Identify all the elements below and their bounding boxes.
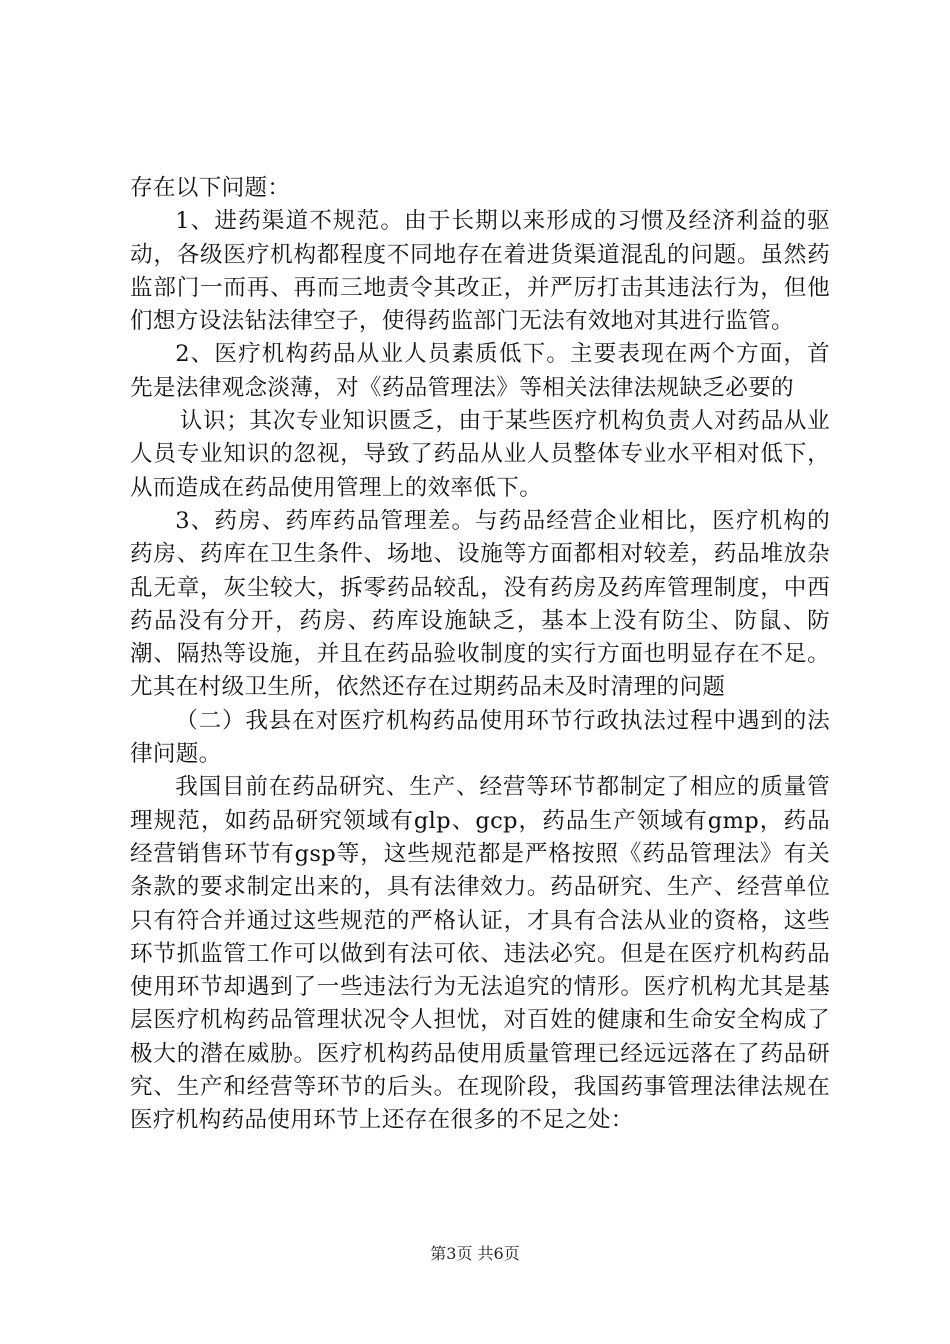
paragraph-section-2-body: 我国目前在药品研究、生产、经营等环节都制定了相应的质量管理规范，如药品研究领域有glp、gcp，药品生产领域有gmp，药品经营销售环节有gsp等，这些规范都是严格按照《药品管理法》有关条款的要求制定出来的，具有法律效力。药品研究、生产、经营单位只有符合并通过这些规范的严格认证，才具有合法从业的资格，这些环节抓监管工作可以做到有法可依、违法必究。但是在医疗机构药品使用环节却遇到了一些违法行为无法追究的情形。医疗机构尤其是基层医疗机构药品管理状况令人担忧，对百姓的健康和生命安全构成了极大的潜在威胁。医疗机构药品使用质量管理已经远远落在了药品研究、生产和经营等环节的后头。在现阶段，我国药事管理法律法规在医疗机构药品使用环节上还存在很多的不足之处： — [130, 774, 830, 1134]
paragraph-item-1: 1、进药渠道不规范。由于长期以来形成的习惯及经济利益的驱动，各级医疗机构都程度不同地存在着进货渠道混乱的问题。虽然药监部门一而再、再而三地责令其改正，并严厉打击其违法行为，但他们想方设法钻法律空子，使得药监部门无法有效地对其进行监管。 — [130, 208, 830, 335]
paragraph-item-2: 2、医疗机构药品从业人员素质低下。主要表现在两个方面，首先是法律观念淡薄，对《药品管理法》等相关法律法规缺乏必要的 — [130, 341, 830, 401]
page-footer — [0, 1244, 950, 1264]
document-body — [130, 172, 830, 1138]
paragraph-item-3: 3、药房、药库药品管理差。与药品经营企业相比，医疗机构的药房、药库在卫生条件、场地、设施等方面都相对较差，药品堆放杂乱无章，灰尘较大，拆零药品较乱，没有药房及药库管理制度，中西药品没有分开，药房、药库设施缺乏，基本上没有防尘、防鼠、防潮、隔热等设施，并且在药品验收制度的实行方面也明显存在不足。尤其在村级卫生所，依然还存在过期药品未及时清理的问题 — [130, 507, 830, 701]
section-heading-2: （二）我县在对医疗机构药品使用环节行政执法过程中遇到的法律问题。 — [130, 707, 830, 768]
paragraph-item-2-continued: 认识；其次专业知识匮乏，由于某些医疗机构负责人对药品从业人员专业知识的忽视，导致了药品从业人员整体专业水平相对低下，从而造成在药品使用管理上的效率低下。 — [130, 408, 830, 501]
page-number-label: 第3页 共6页 — [430, 1244, 520, 1263]
paragraph-intro: 存在以下问题： — [130, 175, 291, 201]
